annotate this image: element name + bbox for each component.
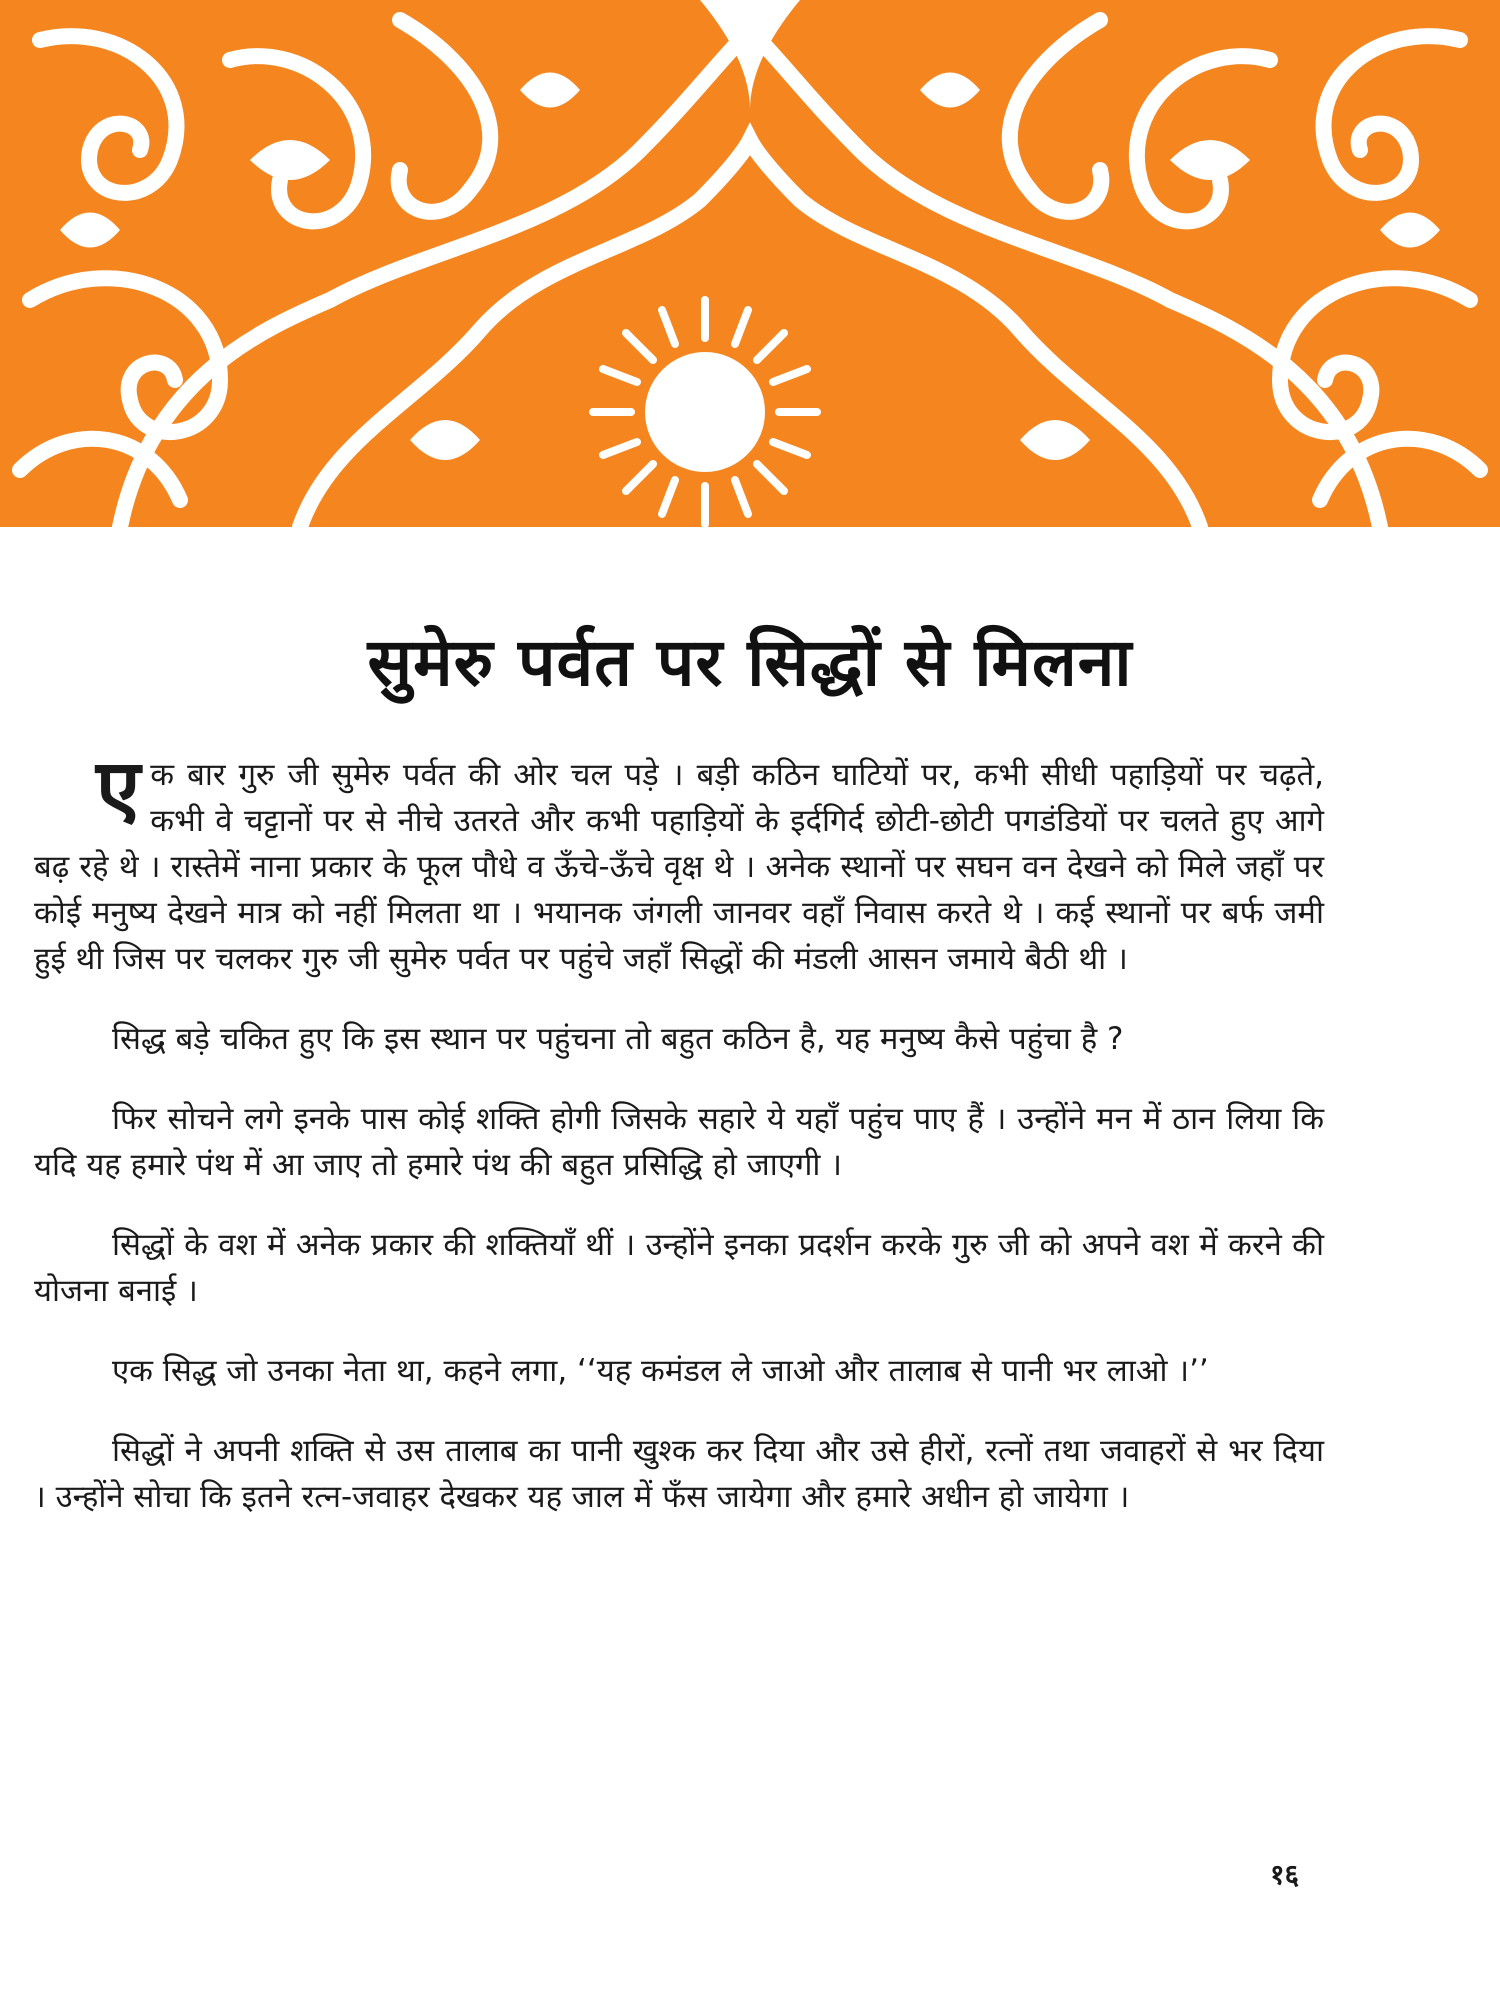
sun-icon <box>593 300 817 524</box>
page-number: १६ <box>1270 1858 1300 1891</box>
paragraph-1-text: क बार गुरु जी सुमेरु पर्वत की ओर चल पड़े । बड़ी कठिन घाटियों पर, कभी सीधी पहाड़ियों पर चढ़ते, कभी वे चट्टानों पर से नीचे उतरते और कभी पहाड़ियों के इर्दगिर्द छोटी-छोटी पगडंडियों पर चलते हुए आगे बढ़ रहे थे । रास्तेमें नाना प्रकार के फूल पौधे व ऊँचे-ऊँचे वृक्ष थे । अनेक स्थानों पर सघन वन देखने को मिले जहाँ पर कोई मनुष्य देखने मात्र को नहीं मिलता था । भयानक जंगली जानवर वहाँ निवास करते थे । कई स्थानों पर बर्फ जमी हुई थी जिस पर चलकर गुरु जी सुमेरु पर्वत पर पहुंचे जहाँ सिद्धों की मंडली आसन जमाये बैठी थी । <box>34 757 1324 977</box>
page-title: सुमेरु पर्वत पर सिद्धों से मिलना <box>367 624 1133 701</box>
paragraph-6: सिद्धों ने अपनी शक्ति से उस तालाब का पानी खुश्क कर दिया और उसे हीरों, रत्नों तथा जवाहरों से भर दिया । उन्होंने सोचा कि इतने रत्न-जवाहर देखकर यह जाल में फँस जायेगा और हमारे अधीन हो जायेगा । <box>34 1433 1324 1515</box>
drop-cap: ए <box>96 742 141 835</box>
floral-pattern <box>0 0 1500 527</box>
paragraph-3: फिर सोचने लगे इनके पास कोई शक्ति होगी जिसके सहारे ये यहाँ पहुंच पाए हैं । उन्होंने मन में ठान लिया कि यदि यह हमारे पंथ में आ जाए तो हमारे पंथ की बहुत प्रसिद्धि हो जाएगी । <box>34 1101 1324 1183</box>
paragraph-1 <box>34 742 1324 982</box>
paragraph-2: सिद्ध बड़े चकित हुए कि इस स्थान पर पहुंचना तो बहुत कठिन है, यह मनुष्य कैसे पहुंचा है ? <box>112 1021 1124 1057</box>
body-text <box>34 742 1324 1554</box>
paragraph-4: सिद्धों के वश में अनेक प्रकार की शक्तियाँ थीं । उन्होंने इनका प्रदर्शन करके गुरु जी को अपने वश में करने की योजना बनाई । <box>34 1227 1324 1309</box>
paragraph-5: एक सिद्ध जो उनका नेता था, कहने लगा, ‘‘यह कमंडल ले जाओ और तालाब से पानी भर लाओ ।’’ <box>112 1353 1209 1389</box>
decorative-banner <box>0 0 1500 527</box>
